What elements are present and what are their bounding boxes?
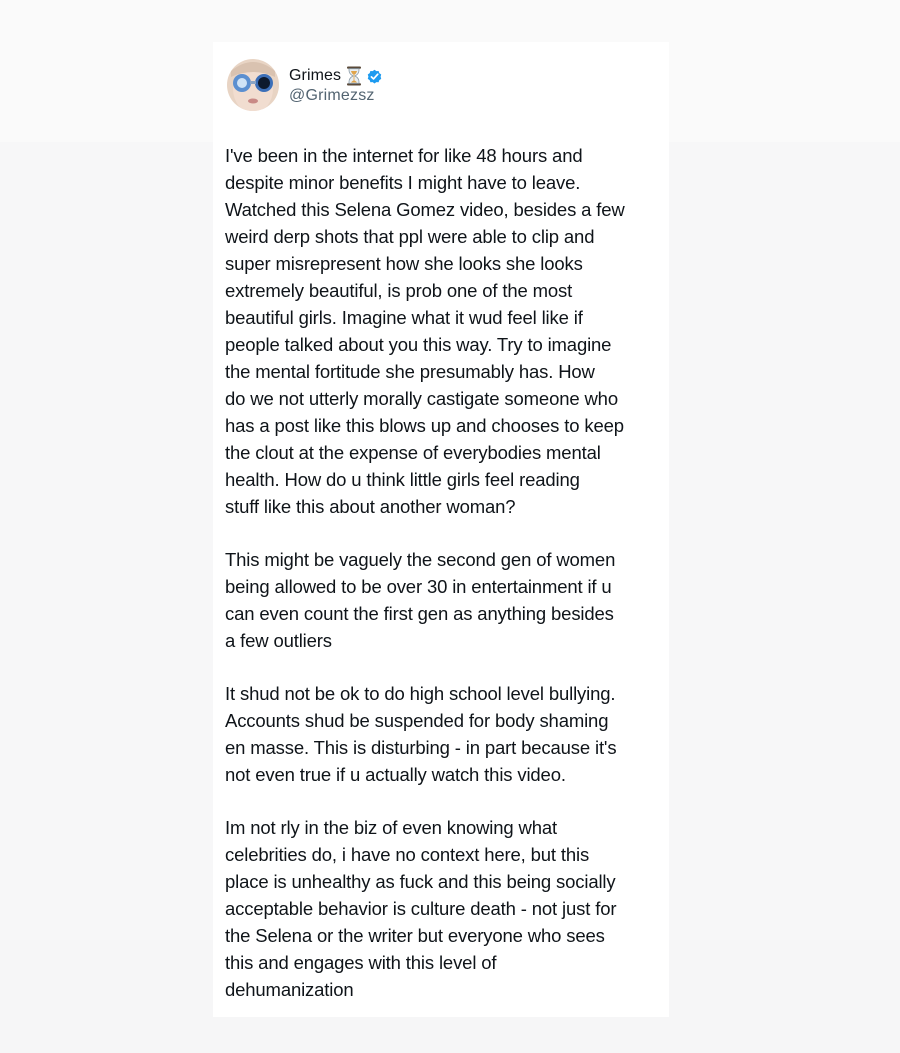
name-row	[289, 65, 383, 87]
tweet-header	[227, 58, 383, 112]
tweet-paragraph: It shud not be ok to do high school level bullying. Accounts shud be suspended for body shaming en masse. This is disturbing - in part because it's not even true if u actually watch this video.	[225, 683, 617, 785]
hourglass-icon	[346, 66, 362, 86]
verified-badge-icon	[366, 68, 383, 85]
tweet-card	[213, 42, 669, 1017]
author-handle[interactable]: @Grimezsz	[289, 87, 375, 104]
tweet-text	[225, 142, 665, 1029]
tweet-paragraph: Im not rly in the biz of even knowing what celebrities do, i have no context here, but this place is unhealthy as fuck and this being socially acceptable behavior is culture death - not just for the Selena or the writer but everyone who sees this and engages with this level of dehumanization	[225, 817, 617, 1000]
tweet-paragraph: This might be vaguely the second gen of women being allowed to be over 30 in entertainment if u can even count the first gen as anything besides a few outliers	[225, 549, 616, 651]
author-block	[289, 65, 383, 105]
display-name[interactable]: Grimes	[289, 67, 342, 84]
tweet-paragraph: I've been in the internet for like 48 hours and despite minor benefits I might have to leave. Watched this Selena Gomez video, besides a few weird derp shots that ppl were able to clip and super misrepresent how she looks she looks extremely beautiful, is prob one of the most beautiful girls. Imagine what it wud feel like if people talked about you this way. Try to imagine the mental fortitude she presumably has. How do we not utterly morally castigate someone who has a post like this blows up and chooses to keep the clout at the expense of everybodies mental health. How do u think little girls feel reading stuff like this about another woman?	[225, 145, 625, 517]
avatar[interactable]	[227, 59, 279, 111]
